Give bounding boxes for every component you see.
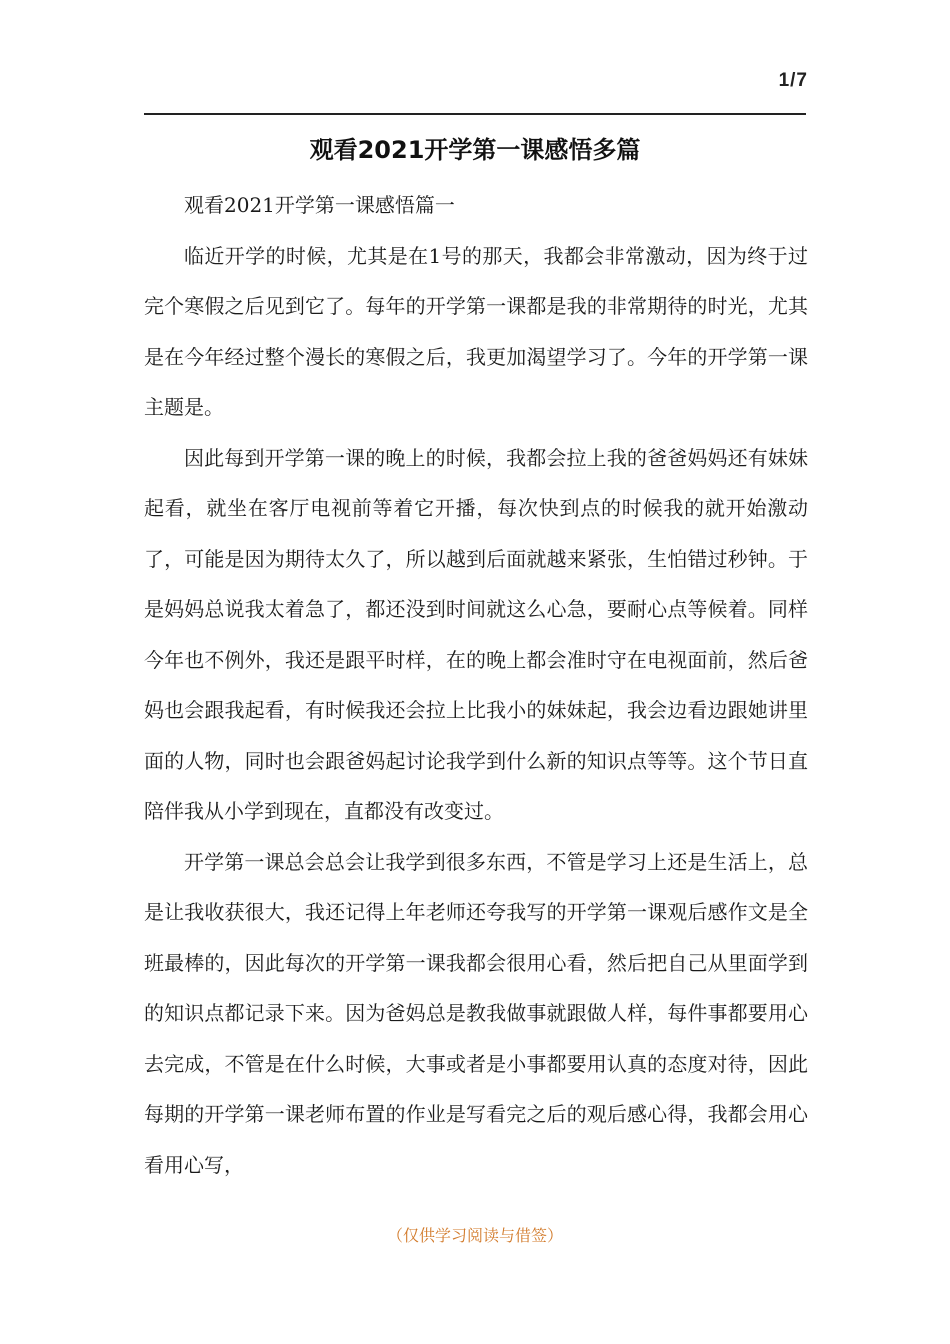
footer-note: （仅供学习阅读与借签） <box>386 1226 563 1245</box>
paragraph-1: 临近开学的时候，尤其是在1号的那天，我都会非常激动，因为终于过完个寒假之后见到它了。每年的开学第一课都是我的非常期待的时光，尤其是在今年经过整个漫长的寒假之后，我更加渴望学习了。今年的开学第一课主题是。 <box>144 243 808 419</box>
document-body <box>144 180 808 1190</box>
document-title: 观看2021开学第一课感悟多篇 <box>309 136 641 164</box>
section-heading: 观看2021开学第一课感悟篇一 <box>184 193 455 217</box>
page-number: 1/7 <box>778 70 808 91</box>
paragraph-2: 因此每到开学第一课的晚上的时候，我都会拉上我的爸爸妈妈还有妹妹起看，就坐在客厅电视前等着它开播，每次快到点的时候我的就开始激动了，可能是因为期待太久了，所以越到后面就越来紧张，生怕错过秒钟。于是妈妈总说我太着急了，都还没到时间就这么心急，要耐心点等候着。同样今年也不例外，我还是跟平时样，在的晚上都会准时守在电视面前，然后爸妈也会跟我起看，有时候我还会拉上比我小的妹妹起，我会边看边跟她讲里面的人物，同时也会跟爸妈起讨论我学到什么新的知识点等等。这个节日直陪伴我从小学到现在，直都没有改变过。 <box>144 445 808 823</box>
header-divider <box>144 113 806 115</box>
paragraph-3: 开学第一课总会总会让我学到很多东西，不管是学习上还是生活上，总是让我收获很大，我还记得上年老师还夸我写的开学第一课观后感作文是全班最棒的，因此每次的开学第一课我都会很用心看，然后把自己从里面学到的知识点都记录下来。因为爸妈总是教我做事就跟做人样，每件事都要用心去完成，不管是在什么时候，大事或者是小事都要用认真的态度对待，因此每期的开学第一课老师布置的作业是写看完之后的观后感心得，我都会用心看用心写， <box>144 849 808 1177</box>
